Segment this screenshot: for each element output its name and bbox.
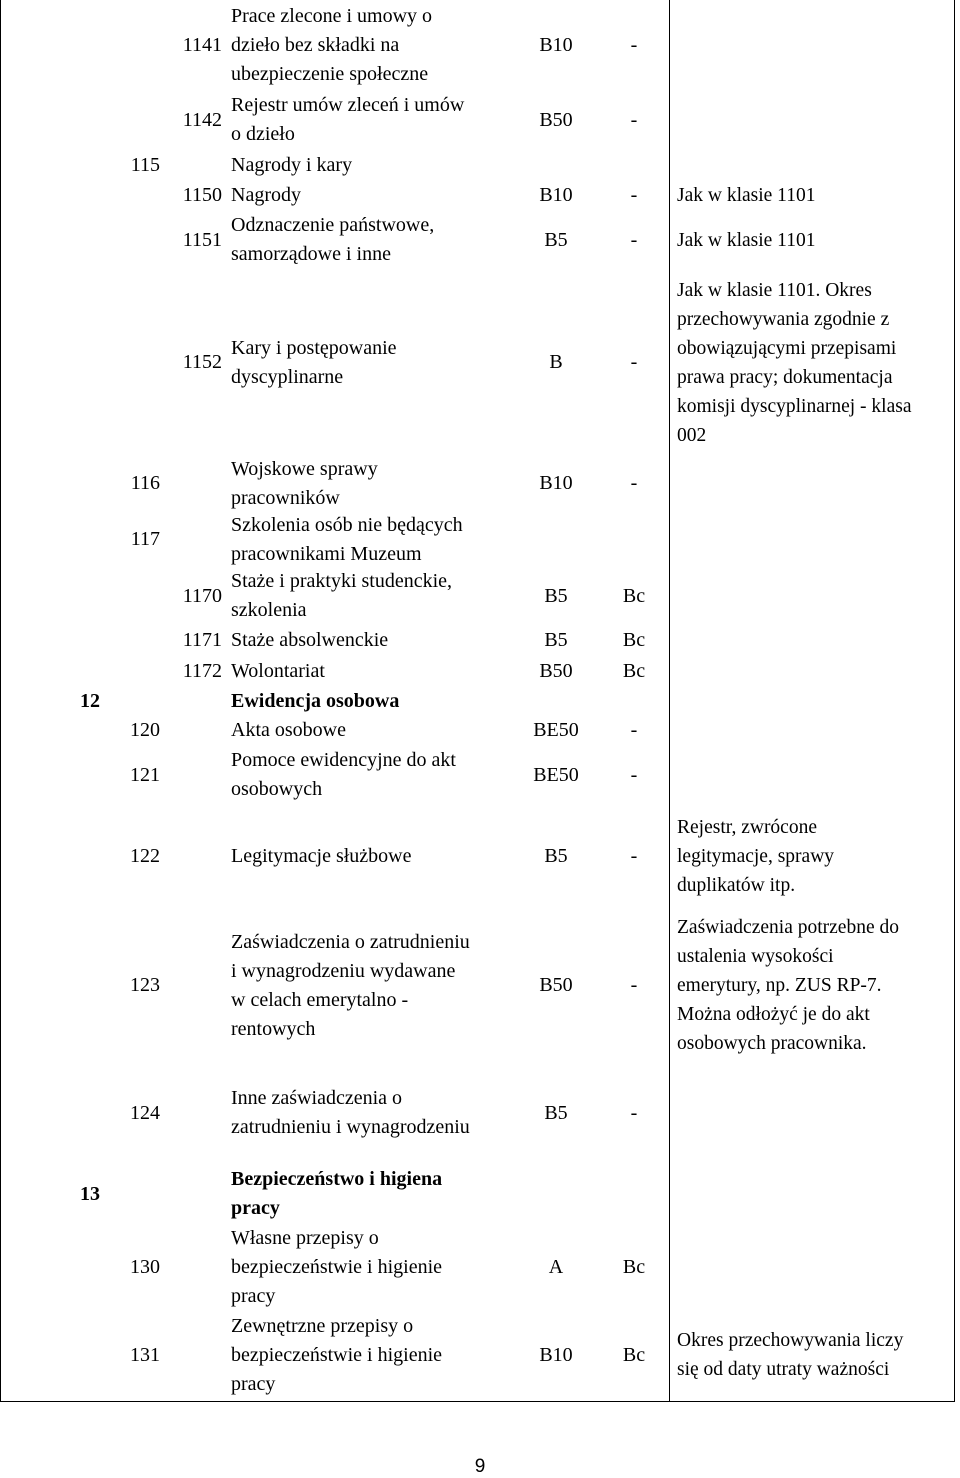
row-title: pracy xyxy=(231,1372,276,1395)
category-other: - xyxy=(630,33,638,56)
row-title: Staże i praktyki studenckie, xyxy=(231,570,453,592)
page-number: 9 xyxy=(474,1456,486,1477)
row-title: dzieło bez składki na xyxy=(231,33,400,56)
row-remark: Okres przechowywania liczy xyxy=(677,1330,904,1351)
row-symbol: 1151 xyxy=(182,228,222,251)
row-title: Wolontariat xyxy=(231,659,325,682)
row-symbol: 1152 xyxy=(182,351,222,373)
category-other: - xyxy=(630,351,638,373)
row-title: pracownikami Muzeum xyxy=(231,542,422,565)
row-remark: się od daty utraty ważności xyxy=(677,1359,890,1380)
category-other: Bc xyxy=(622,628,646,651)
row-symbol: 122 xyxy=(130,845,160,867)
category-other: Bc xyxy=(622,659,646,682)
row-title: Rejestr umów zleceń i umów xyxy=(231,94,465,116)
row-title: Wojskowe sprawy xyxy=(231,457,378,480)
category-other: Bc xyxy=(622,584,646,607)
row-title: Szkolenia osób nie będących xyxy=(231,513,463,536)
row-remark: osobowych pracownika. xyxy=(677,1033,867,1054)
row-title: Bezpieczeństwo i higiena xyxy=(231,1168,443,1190)
row-title: Zewnętrzne przepisy o xyxy=(231,1314,414,1337)
category-main: B10 xyxy=(539,33,573,56)
row-title: rentowych xyxy=(231,1017,316,1040)
category-main: B50 xyxy=(539,659,573,682)
row-title: Legitymacje służbowe xyxy=(231,845,412,867)
row-remark: duplikatów itp. xyxy=(677,875,796,896)
category-other: - xyxy=(630,472,638,494)
category-other: - xyxy=(630,974,638,996)
row-title: samorządowe i inne xyxy=(231,243,391,265)
row-title: w celach emerytalno - xyxy=(231,988,409,1011)
category-other: - xyxy=(630,228,638,251)
row-title: pracowników xyxy=(231,486,340,509)
row-symbol: 1170 xyxy=(182,584,222,607)
row-remark: Można odłożyć je do akt xyxy=(677,1004,870,1025)
row-symbol: 120 xyxy=(130,719,160,741)
category-main: B50 xyxy=(539,974,573,996)
row-title: o dzieło xyxy=(231,123,295,145)
row-title: Prace zlecone i umowy o xyxy=(231,4,433,27)
row-title: dyscyplinarne xyxy=(231,365,344,388)
row-remark: emerytury, np. ZUS RP-7. xyxy=(677,975,882,996)
category-main: B5 xyxy=(544,1101,568,1124)
row-title: Akta osobowe xyxy=(231,719,346,741)
row-symbol: 130 xyxy=(130,1256,160,1278)
category-main: B xyxy=(549,351,563,373)
row-title: bezpieczeństwie i higienie xyxy=(231,1256,443,1278)
row-title: Nagrody xyxy=(231,183,301,206)
row-title: osobowych xyxy=(231,778,323,800)
row-symbol: 1141 xyxy=(182,33,222,56)
row-title: i wynagrodzeniu wydawane xyxy=(231,959,456,982)
row-title: bezpieczeństwie i higienie xyxy=(231,1343,443,1366)
category-main: B5 xyxy=(544,845,568,867)
row-title: pracy xyxy=(231,1285,276,1307)
category-main: B10 xyxy=(539,183,573,206)
category-main: B10 xyxy=(539,472,573,494)
row-remark: Jak w klasie 1101 xyxy=(677,184,816,206)
category-other: - xyxy=(630,1101,638,1124)
row-symbol: 1171 xyxy=(182,628,222,651)
row-title: Własne przepisy o xyxy=(231,1227,379,1249)
table-border-right xyxy=(954,0,955,1402)
row-remark: przechowywania zgodnie z xyxy=(677,308,890,330)
row-title: ubezpieczenie społeczne xyxy=(231,62,429,85)
table-border-bottom xyxy=(0,1401,955,1402)
row-remark: legitymacje, sprawy xyxy=(677,846,835,867)
row-title: Pomoce ewidencyjne do akt xyxy=(231,749,456,771)
row-symbol: 123 xyxy=(130,974,160,996)
row-title: Odznaczenie państwowe, xyxy=(231,214,435,236)
row-title: Kary i postępowanie xyxy=(231,336,397,359)
row-symbol: 12 xyxy=(80,690,100,712)
row-symbol: 1142 xyxy=(182,108,222,131)
row-symbol: 1150 xyxy=(182,183,222,206)
row-remark: obowiązującymi przepisami xyxy=(677,337,897,359)
row-title: szkolenia xyxy=(231,599,307,621)
row-remark: 002 xyxy=(677,424,707,446)
row-symbol: 121 xyxy=(130,763,160,786)
row-remark: Jak w klasie 1101 xyxy=(677,229,816,251)
category-other: - xyxy=(630,845,638,867)
row-remark: prawa pracy; dokumentacja xyxy=(677,366,893,388)
category-other: - xyxy=(630,763,638,786)
category-main: B5 xyxy=(544,228,568,251)
row-symbol: 124 xyxy=(130,1101,160,1124)
row-remark: Jak w klasie 1101. Okres xyxy=(677,279,872,301)
category-other: Bc xyxy=(622,1343,646,1366)
category-other: - xyxy=(630,719,638,741)
category-main: B5 xyxy=(544,584,568,607)
row-title: Zaświadczenia o zatrudnieniu xyxy=(231,930,470,953)
row-symbol: 1172 xyxy=(182,659,222,682)
category-other: - xyxy=(630,183,638,206)
remarks-column-border xyxy=(669,0,670,1402)
row-title: Ewidencja osobowa xyxy=(231,690,400,712)
category-other: Bc xyxy=(622,1256,646,1278)
row-symbol: 13 xyxy=(80,1182,100,1205)
category-main: B10 xyxy=(539,1343,573,1366)
row-title: Nagrody i kary xyxy=(231,153,353,176)
category-main: A xyxy=(548,1256,564,1278)
category-main: B50 xyxy=(539,108,573,131)
row-title: zatrudnieniu i wynagrodzeniu xyxy=(231,1116,470,1138)
category-other: - xyxy=(630,108,638,131)
row-title: Staże absolwenckie xyxy=(231,628,389,651)
row-remark: komisji dyscyplinarnej - klasa xyxy=(677,395,912,417)
row-symbol: 116 xyxy=(130,472,160,494)
row-symbol: 115 xyxy=(130,153,160,176)
row-symbol: 131 xyxy=(130,1343,160,1366)
row-remark: Rejestr, zwrócone xyxy=(677,817,817,838)
row-symbol: 117 xyxy=(130,528,160,550)
category-main: BE50 xyxy=(533,763,579,786)
category-main: B5 xyxy=(544,628,568,651)
row-remark: ustalenia wysokości xyxy=(677,946,834,967)
row-remark: Zaświadczenia potrzebne do xyxy=(677,917,899,938)
category-main: BE50 xyxy=(533,719,579,741)
row-title: Inne zaświadczenia o xyxy=(231,1087,403,1109)
table-border-left xyxy=(0,0,1,1402)
row-title: pracy xyxy=(231,1197,280,1219)
